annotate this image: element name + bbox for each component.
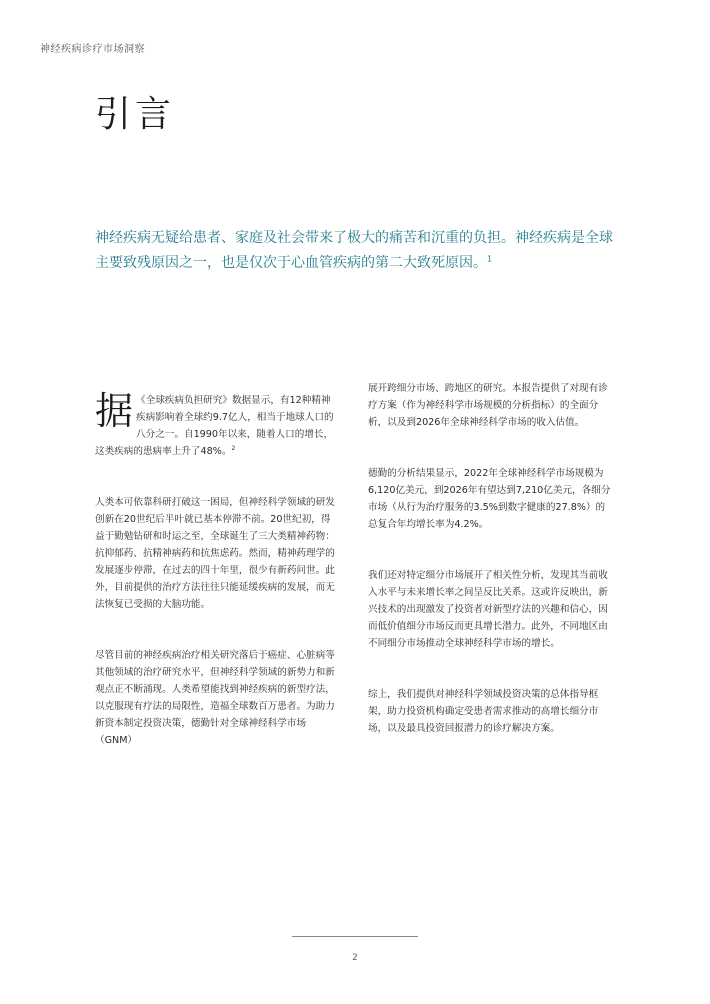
lead-paragraph bbox=[95, 226, 625, 276]
body-paragraph-6: 我们还对特定细分市场展开了相关性分析，发现其当前收入水平与未来增长率之间呈反比关系。这或许反映出，新兴技术的出现激发了投资者对新型疗法的兴趣和信心，因而低价值细分市场反而更具增长潜力。此外，不同地区由不同细分市场推动全球神经科学市场的增长。 bbox=[368, 570, 608, 649]
footer-divider bbox=[292, 936, 418, 937]
footnote-marker: 1 bbox=[487, 254, 493, 264]
lead-text: 神经疾病无疑给患者、家庭及社会带来了极大的痛苦和沉重的负担。神经疾病是全球主要致残原因之一，也是仅次于心血管疾病的第二大致死原因。 bbox=[95, 230, 613, 271]
left-column bbox=[95, 389, 340, 783]
running-header: 神经疾病诊疗市场洞察 bbox=[40, 44, 145, 55]
drop-cap: 据 bbox=[95, 389, 134, 433]
paragraph-text: 《全球疾病负担研究》数据显示，有12种精神疾病影响着全球约9.7亿人，相当于地球人口的八分之一。自1990年以来，随着人口的增长，这类疾病的患病率上升了48%。 bbox=[95, 395, 334, 457]
footnote-marker: 2 bbox=[231, 444, 236, 452]
body-paragraph-1 bbox=[95, 389, 340, 460]
page-title: 引言 bbox=[95, 94, 176, 135]
body-paragraph-4: 展开跨细分市场、跨地区的研究。本报告提供了对现有诊疗方案（作为神经科学市场规模的分析指标）的全面分析，以及到2026年全球神经科学市场的收入估值。 bbox=[368, 383, 608, 428]
body-paragraph-7: 综上，我们提供对神经科学领域投资决策的总体指导框架，助力投资机构确定受患者需求推动的高增长细分市场，以及最具投资回报潜力的诊疗解决方案。 bbox=[368, 689, 599, 734]
body-paragraph-5: 德勤的分析结果显示，2022年全球神经科学市场规模为6,120亿美元，到2026年有望达到7,210亿美元，各细分市场（从行为治疗服务的3.5%到数字健康的27.8%）的总复合年均增长率为4.2%。 bbox=[368, 468, 611, 530]
right-column bbox=[368, 380, 613, 771]
page-number: 2 bbox=[352, 953, 358, 963]
body-paragraph-3: 尽管目前的神经疾病治疗相关研究落后于癌症、心脏病等其他领域的治疗研究水平，但神经科学领域的新势力和新观点正不断涌现。人类希望能找到神经疾病的新型疗法，以克服现有疗法的局限性，造福全球数百万患者。为助力新资本制定投资决策，德勤针对全球神经科学市场（GNM） bbox=[95, 650, 335, 746]
body-paragraph-2: 人类本可依靠科研打破这一困局，但神经科学领域的研发创新在20世纪后半叶就已基本停滞不前。20世纪初，得益于勤勉钻研和时运之至，全球诞生了三大类精神药物：抗抑郁药、抗精神病药和抗焦虑药。然而，精神药理学的发展逐步停滞，在过去的四十年里，很少有新药问世。此外，目前提供的治疗方法往往只能延缓疾病的发展，而无法恢复已受损的大脑功能。 bbox=[95, 497, 335, 610]
